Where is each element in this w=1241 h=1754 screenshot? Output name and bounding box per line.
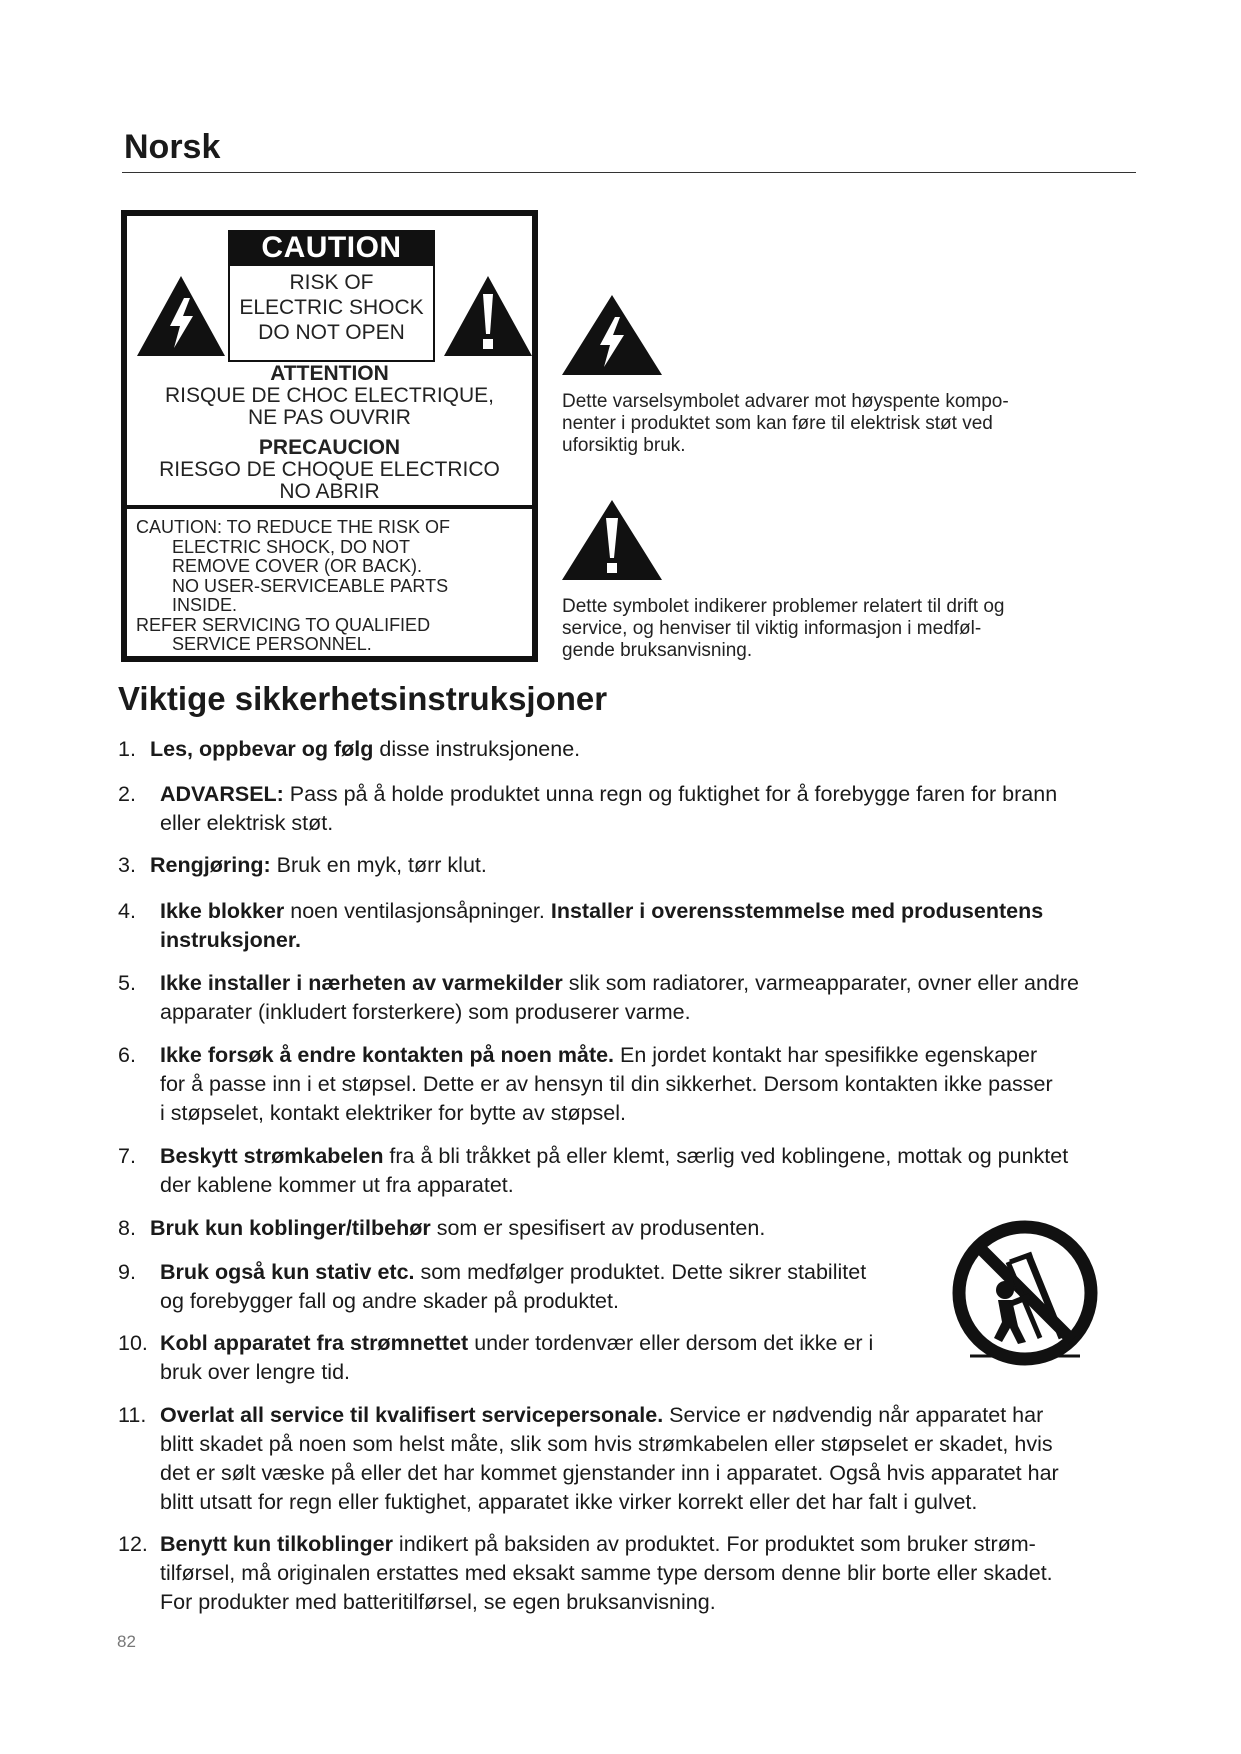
warning-line: SERVICE PERSONNEL.: [172, 634, 372, 654]
warning-line: NO USER-SERVICEABLE PARTS: [172, 575, 449, 596]
french-heading: ATTENTION: [270, 362, 389, 385]
item-text: noen ventilasjonsåpninger.: [284, 899, 551, 923]
item-bold-text: Rengjøring:: [150, 853, 271, 877]
item-number: 2.: [118, 782, 136, 806]
item-text: slik som radiatorer, varmeapparater, ovner eller andre: [562, 971, 1079, 995]
warning-line: REFER SERVICING TO QUALIFIED: [136, 614, 431, 635]
page-number: 82: [117, 1632, 136, 1651]
item-number: 1.: [118, 737, 136, 761]
section-title: Viktige sikkerhetsinstruksjoner: [118, 680, 608, 717]
item-number: 10.: [118, 1331, 148, 1355]
item-bold-text: Overlat all service til kvalifisert servicepersonale.: [160, 1403, 664, 1427]
list-item: [118, 1041, 1138, 1128]
item-text: i støpselet, kontakt elektriker for bytte av støpsel.: [160, 1101, 627, 1125]
caution-header: CAUTION: [228, 230, 435, 266]
page-title: Norsk: [124, 128, 221, 166]
item-text: For produkter med batteritilførsel, se egen bruksanvisning.: [160, 1590, 716, 1614]
risk-box: [228, 266, 435, 362]
item-number: 8.: [118, 1216, 136, 1240]
list-item: [118, 1530, 1138, 1617]
item-text: for å passe inn i et støpsel. Dette er av hensyn til din sikkerhet. Dersom kontakten ikke passer: [160, 1072, 1053, 1096]
item-bold-text: Ikke forsøk å endre kontakten på noen måte.: [160, 1043, 615, 1067]
list-item: [118, 897, 1138, 955]
warning-line: CAUTION: TO REDUCE THE RISK OF: [136, 517, 451, 537]
item-bold-text: Kobl apparatet fra strømnettet: [160, 1331, 469, 1355]
item-text: eller elektrisk støt.: [160, 811, 334, 835]
item-text: Pass på å holde produktet unna regn og fuktighet for å forebygge faren for brann: [283, 782, 1058, 806]
lightning-symbol-description: [562, 391, 1082, 457]
item-bold-text: Benytt kun tilkoblinger: [160, 1532, 393, 1556]
item-number: 3.: [118, 853, 136, 877]
item-number: 7.: [118, 1144, 136, 1168]
item-bold-text: instruksjoner.: [160, 928, 301, 952]
item-number: 6.: [118, 1043, 136, 1067]
description-line: gende bruksanvisning.: [562, 640, 753, 661]
warning-line: INSIDE.: [172, 595, 238, 615]
item-text: En jordet kontakt har spesifikke egenskaper: [614, 1043, 1038, 1067]
item-text: og forebygger fall og andre skader på produktet.: [160, 1289, 619, 1313]
risk-line: RISK OF: [289, 271, 374, 294]
lightning-warning-icon: [137, 276, 225, 356]
item-text: som medfølger produktet. Dette sikrer stabilitet: [414, 1260, 867, 1284]
description-line: uforsiktig bruk.: [562, 435, 686, 456]
description-line: nenter i produktet som kan føre til elektrisk støt ved: [562, 413, 993, 434]
item-text: fra å bli tråkket på eller klemt, særlig ved koblingene, mottak og punktet: [383, 1144, 1069, 1168]
item-text: Bruk en myk, tørr klut.: [270, 853, 487, 877]
caution-warning-text: [136, 518, 531, 655]
french-line: RISQUE DE CHOC ELECTRIQUE,: [164, 384, 495, 407]
header-rule: [122, 172, 1136, 173]
risk-line: DO NOT OPEN: [258, 321, 405, 344]
spanish-warning: [127, 437, 532, 503]
warning-line: REMOVE COVER (OR BACK).: [172, 556, 423, 576]
item-bold-text: ADVARSEL:: [160, 782, 284, 806]
item-bold-text: Bruk også kun stativ etc.: [160, 1260, 415, 1284]
item-bold-text: Beskytt strømkabelen: [160, 1144, 384, 1168]
item-text: som er spesifisert av produsenten.: [430, 1216, 766, 1240]
item-number: 4.: [118, 899, 136, 923]
item-text: bruk over lengre tid.: [160, 1360, 351, 1384]
item-text: under tordenvær eller dersom det ikke er i: [468, 1331, 874, 1355]
item-number: 11.: [118, 1403, 147, 1427]
item-text: indikert på baksiden av produktet. For produktet som bruker strøm-: [392, 1532, 1036, 1556]
exclamation-warning-icon: [444, 276, 532, 356]
exclamation-warning-icon: [562, 500, 662, 580]
item-text: disse instruksjonene.: [373, 737, 581, 761]
description-line: Dette varselsymbolet advarer mot høyspente kompo-: [562, 391, 1009, 412]
description-line: service, og henviser til viktig informasjon i medføl-: [562, 618, 982, 639]
list-item: [118, 851, 1138, 880]
description-line: Dette symbolet indikerer problemer relatert til drift og: [562, 596, 1005, 617]
french-warning: [127, 363, 532, 429]
list-item: [118, 735, 1138, 764]
french-line: NE PAS OUVRIR: [248, 406, 411, 429]
cart-tip-over-warning-icon: [950, 1218, 1100, 1368]
item-number: 9.: [118, 1260, 136, 1284]
risk-line: ELECTRIC SHOCK: [239, 296, 424, 319]
item-text: blitt skadet på noen som helst måte, slik som hvis strømkabelen eller støpselet er skadet, hvis: [160, 1432, 1053, 1456]
item-text: tilførsel, må originalen erstattes med eksakt samme type dersom denne blir borte eller skadet.: [160, 1561, 1053, 1585]
item-bold-text: Ikke blokker: [160, 899, 285, 923]
item-number: 5.: [118, 971, 136, 995]
warning-line: ELECTRIC SHOCK, DO NOT: [172, 536, 411, 557]
item-text: det er sølt væske på eller det har kommet gjenstander inn i apparatet. Også hvis apparatet har: [160, 1461, 1059, 1485]
item-number: 12.: [118, 1532, 148, 1556]
item-text: apparater (inkludert forsterkere) som produserer varme.: [160, 1000, 691, 1024]
item-text: Service er nødvendig når apparatet har: [663, 1403, 1044, 1427]
item-bold-text: Installer i overensstemmelse med produsentens: [550, 899, 1044, 923]
item-bold-text: Les, oppbevar og følg: [150, 737, 374, 761]
list-item: [118, 969, 1138, 1027]
spanish-line: RIESGO DE CHOQUE ELECTRICO: [159, 458, 500, 481]
caution-label: [121, 210, 538, 662]
list-item: [118, 1142, 1138, 1200]
lightning-warning-icon: [562, 295, 662, 375]
exclamation-symbol-description: [562, 596, 1082, 662]
list-item: [118, 1401, 1138, 1517]
item-text: blitt utsatt for regn eller fuktighet, apparatet ikke virker korrekt eller det har falt i gulvet.: [160, 1490, 978, 1514]
item-bold-text: Ikke installer i nærheten av varmekilder: [160, 971, 563, 995]
caution-divider: [127, 505, 532, 509]
spanish-heading: PRECAUCION: [258, 436, 401, 459]
item-bold-text: Bruk kun koblinger/tilbehør: [150, 1216, 431, 1240]
spanish-line: NO ABRIR: [279, 480, 380, 503]
item-text: der kablene kommer ut fra apparatet.: [160, 1173, 514, 1197]
list-item: [118, 780, 1138, 838]
